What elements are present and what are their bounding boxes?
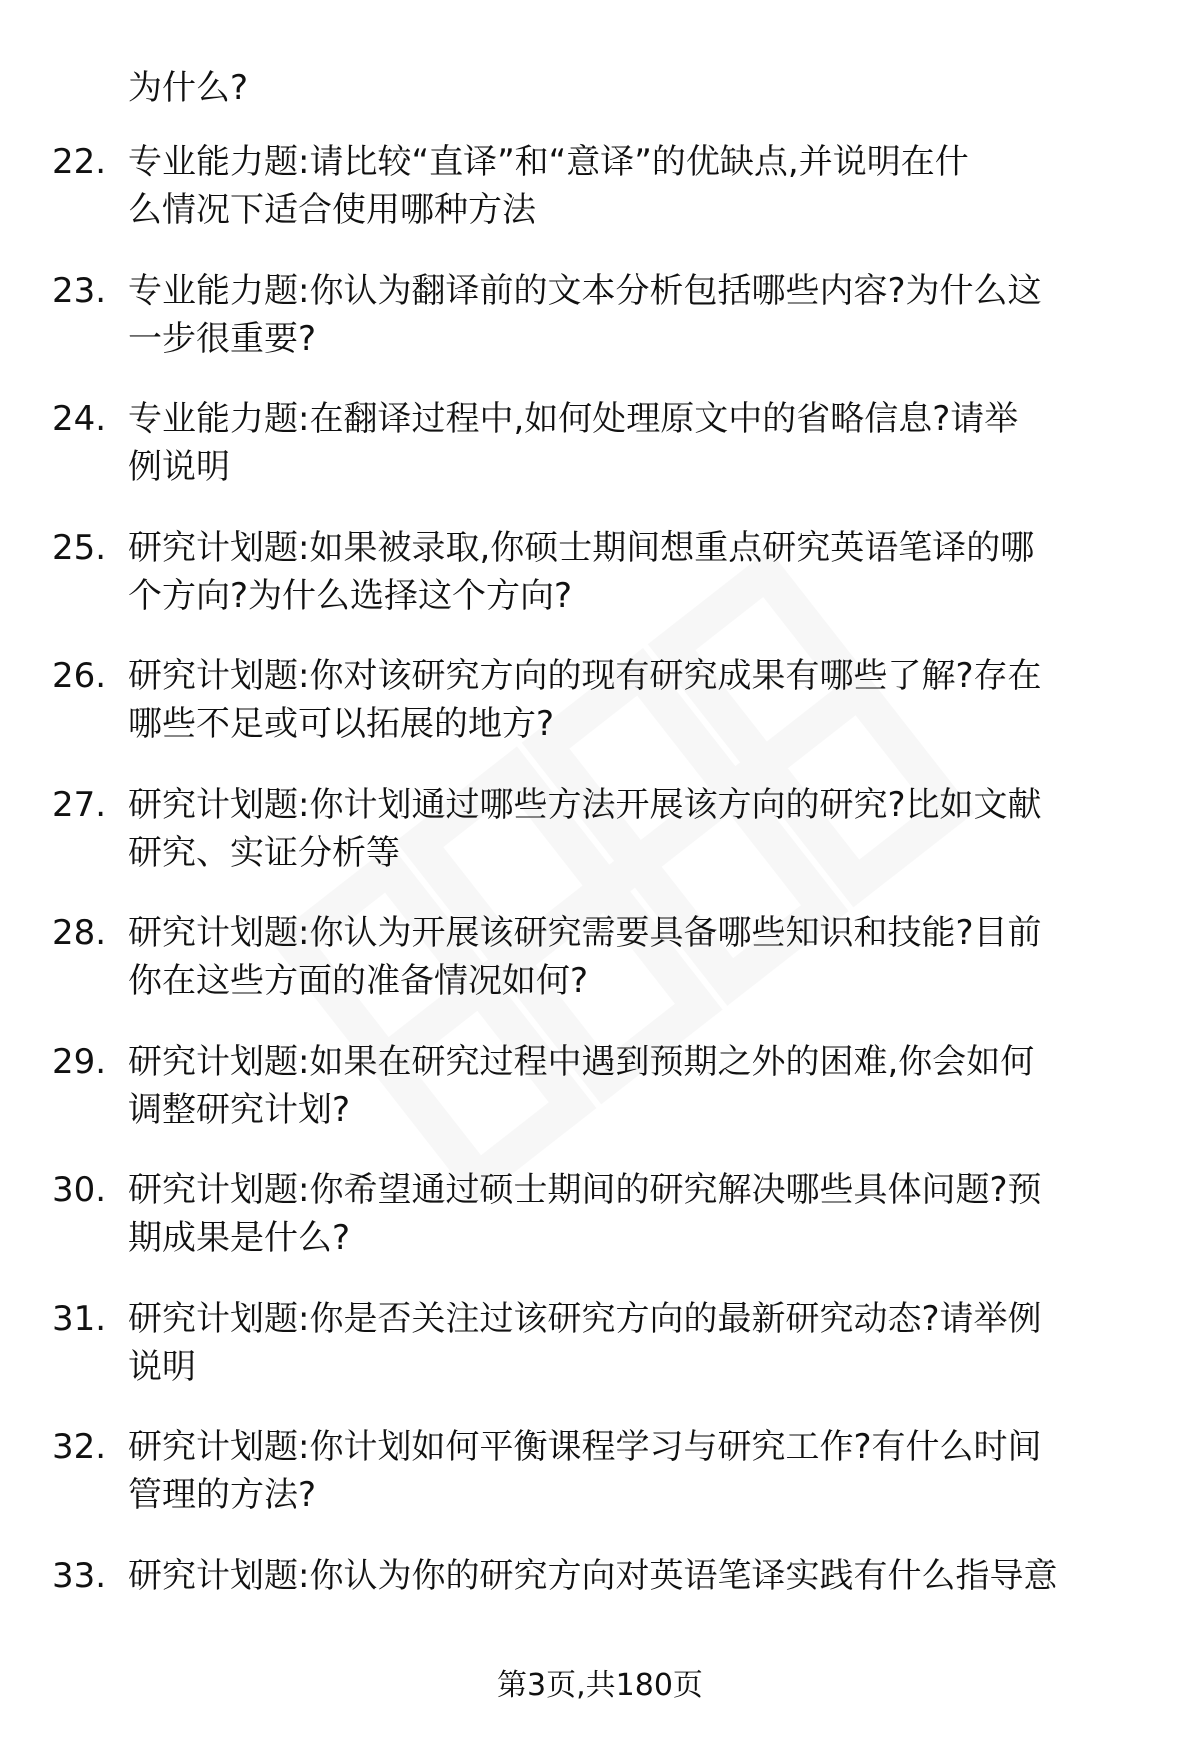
question-line: 你在这些方面的准备情况如何? xyxy=(128,961,589,1001)
question-line: 哪些不足或可以拓展的地方? xyxy=(128,704,555,744)
question-number: 30. xyxy=(52,1170,107,1210)
question-text xyxy=(128,1552,1138,1600)
question-line: 研究计划题:你是否关注过该研究方向的最新研究动态?请举例 xyxy=(128,1298,1042,1339)
question-text xyxy=(128,267,1138,363)
question-text xyxy=(128,1423,1138,1519)
question-item xyxy=(0,1423,1200,1552)
question-line: 研究计划题:你认为你的研究方向对英语笔译实践有什么指导意 xyxy=(128,1555,1058,1596)
question-number: 33. xyxy=(52,1555,107,1596)
question-line: 调整研究计划? xyxy=(128,1089,351,1130)
question-item xyxy=(0,652,1200,781)
question-line: 专业能力题:你认为翻译前的文本分析包括哪些内容?为什么这 xyxy=(128,270,1042,311)
question-item xyxy=(0,395,1200,524)
question-line: 专业能力题:请比较“直译”和“意译”的优缺点,并说明在什 xyxy=(128,142,969,182)
question-line: 研究计划题:你计划通过哪些方法开展该方向的研究?比如文献 xyxy=(128,784,1042,825)
question-line: 研究计划题:如果被录取,你硕士期间想重点研究英语笔译的哪 xyxy=(128,527,1035,568)
question-line: 研究计划题:如果在研究过程中遇到预期之外的困难,你会如何 xyxy=(128,1041,1035,1082)
question-line: 期成果是什么? xyxy=(128,1218,351,1258)
question-text xyxy=(128,395,1138,491)
question-text xyxy=(128,781,1138,877)
question-text xyxy=(128,524,1138,620)
question-line: 例说明 xyxy=(128,447,230,487)
question-number: 24. xyxy=(52,399,107,439)
question-number: 23. xyxy=(52,270,107,311)
question-number: 28. xyxy=(52,913,107,953)
question-number: 25. xyxy=(52,527,107,568)
question-line: 说明 xyxy=(128,1346,196,1387)
question-line: 研究计划题:你对该研究方向的现有研究成果有哪些了解?存在 xyxy=(128,656,1042,696)
question-text xyxy=(128,652,1138,748)
question-text xyxy=(128,1295,1138,1391)
question-line: 一步很重要? xyxy=(128,318,317,359)
question-number: 32. xyxy=(52,1427,107,1467)
question-list xyxy=(0,138,1200,1680)
continuation-text: 为什么? xyxy=(128,68,249,108)
question-line: 研究计划题:你希望通过硕士期间的研究解决哪些具体问题?预 xyxy=(128,1170,1042,1210)
question-line: 研究、实证分析等 xyxy=(128,832,400,873)
page-footer: 第3页,共180页 xyxy=(497,1668,703,1703)
question-number: 31. xyxy=(52,1298,107,1339)
question-text xyxy=(128,1038,1138,1134)
question-number: 29. xyxy=(52,1041,107,1082)
question-line: 个方向?为什么选择这个方向? xyxy=(128,575,573,616)
question-text xyxy=(128,909,1138,1005)
question-item xyxy=(0,1038,1200,1167)
question-number: 22. xyxy=(52,142,107,182)
question-item xyxy=(0,1552,1200,1681)
question-item xyxy=(0,781,1200,910)
question-number: 26. xyxy=(52,656,107,696)
question-line: 管理的方法? xyxy=(128,1475,317,1515)
question-line: 研究计划题:你计划如何平衡课程学习与研究工作?有什么时间 xyxy=(128,1427,1042,1467)
question-number: 27. xyxy=(52,784,107,825)
question-text xyxy=(128,138,1138,234)
question-item xyxy=(0,1295,1200,1424)
question-line: 专业能力题:在翻译过程中,如何处理原文中的省略信息?请举 xyxy=(128,399,1019,439)
question-line: 么情况下适合使用哪种方法 xyxy=(128,190,536,230)
question-text xyxy=(128,1166,1138,1262)
question-item xyxy=(0,524,1200,653)
question-line: 研究计划题:你认为开展该研究需要具备哪些知识和技能?目前 xyxy=(128,913,1042,953)
question-item xyxy=(0,909,1200,1038)
question-item xyxy=(0,138,1200,267)
question-item xyxy=(0,1166,1200,1295)
question-item xyxy=(0,267,1200,396)
